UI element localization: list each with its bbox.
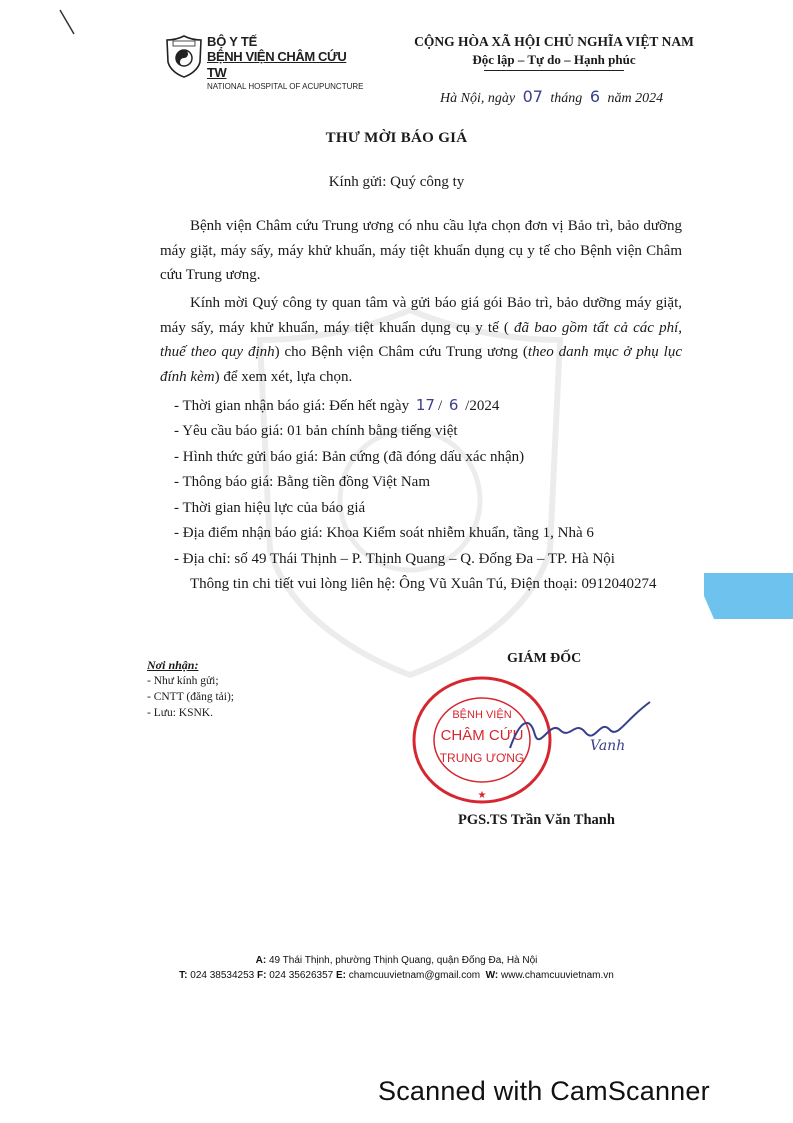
invitation-text-1: Kính mời Quý công ty quan tâm và gửi báo giá gói Bảo trì, bảo dưỡng máy giặt, máy sấy, máy khử khuẩn, máy tiệt khuẩn dụng cụ y tế ( [160, 295, 682, 336]
hospital-emblem-icon [165, 34, 203, 78]
greeting: Kính gửi: Quý công ty [328, 174, 465, 190]
motto-underline [484, 70, 624, 71]
invitation-text-2: ) cho Bệnh viện Châm cứu Trung ương ( [274, 344, 528, 360]
document-date [440, 87, 663, 107]
logo-english-name: NATIONAL HOSPITAL OF ACUPUNCTURE [207, 82, 364, 91]
paragraph-invitation [160, 291, 682, 389]
seal-line-1: BỆNH VIỆN [452, 709, 512, 721]
bullet-item: - Địa chỉ: số 49 Thái Thịnh – P. Thịnh Quang – Q. Đống Đa – TP. Hà Nội [174, 550, 615, 567]
document-title: THƯ MỜI BÁO GIÁ [325, 130, 468, 146]
paragraph-intro: Bệnh viện Châm cứu Trung ương có nhu cầu lựa chọn đơn vị Bảo trì, bảo dưỡng máy giặt, máy sấy, máy khử khuẩn, máy tiệt khuẩn dụng cụ y tế cho Bệnh viện Châm cứu Trung ương. [160, 218, 682, 283]
footer-fax: 024 35626357 [269, 970, 334, 981]
contact-info: Thông tin chi tiết vui lòng liên hệ: Ông Vũ Xuân Tú, Điện thoại: 0912040274 [190, 576, 657, 592]
footer-fax-label: F: [257, 970, 267, 981]
footer-address: 49 Thái Thịnh, phường Thịnh Quang, quận Đống Đa, Hà Nội [268, 955, 538, 966]
footer-web: www.chamcuuvietnam.vn [501, 970, 614, 981]
national-heading [404, 33, 704, 71]
side-tab-marker[interactable] [704, 573, 793, 619]
logo-hospital-name: BỆNH VIỆN CHÂM CỨU TW [207, 49, 347, 80]
footer-contact-line [0, 968, 793, 983]
seal-line-2: CHÂM CỨU [440, 727, 524, 744]
pen-mark-icon [58, 8, 78, 38]
hospital-logo [165, 34, 365, 90]
handwritten-signature [500, 690, 660, 760]
bullet-item: - Hình thức gửi báo giá: Bản cứng (đã đóng dấu xác nhận) [174, 448, 525, 465]
deadline-year: /2024 [465, 397, 500, 414]
bullet-item: - Thời gian hiệu lực của báo giá [174, 499, 366, 516]
deadline-prefix: - Thời gian nhận báo giá: Đến hết ngày [174, 397, 410, 414]
nation-name: CỘNG HÒA XÃ HỘI CHỦ NGHĨA VIỆT NAM [414, 34, 694, 49]
bullet-item: - Yêu cầu báo giá: 01 bản chính bằng tiếng việt [174, 423, 458, 439]
bullet-item: - Thông báo giá: Bằng tiền đồng Việt Nam [174, 474, 431, 490]
date-month-handwritten: 6 [589, 87, 600, 106]
deadline-day-handwritten: 17 [415, 395, 435, 414]
invitation-italic-2: theo danh mục ở phụ lục đính kèm [160, 344, 682, 385]
document-body [160, 214, 682, 600]
footer-web-label: W: [485, 970, 499, 981]
footer-email: chamcuuvietnam@gmail.com [348, 970, 481, 981]
date-month-label: tháng [550, 91, 583, 106]
director-title: GIÁM ĐỐC [507, 651, 582, 666]
footer-email-label: E: [336, 970, 346, 981]
recipient-item: - Như kính gửi; [147, 675, 219, 687]
recipients-title: Nơi nhận: [147, 658, 199, 672]
recipients-block [147, 657, 234, 721]
date-prefix: Hà Nội, ngày [440, 91, 516, 106]
seal-line-3: TRUNG ƯƠNG [439, 751, 525, 765]
date-year-label: năm 2024 [607, 91, 664, 106]
date-day-handwritten: 07 [522, 87, 543, 106]
footer-tel-label: T: [179, 970, 188, 981]
bullet-deadline: - Thời gian nhận báo giá: Đến hết ngày 17 / 6 /2024 [174, 395, 500, 414]
footer-contact [0, 953, 793, 983]
footer-address-line [0, 953, 793, 968]
invitation-text-3: ) để xem xét, lựa chọn. [214, 368, 353, 385]
footer-address-label: A: [255, 955, 267, 966]
recipient-item: - CNTT (đăng tải); [147, 691, 234, 703]
invitation-italic-1: đã bao gồm tất cả các phí, thuế theo quy định [160, 319, 682, 360]
deadline-month-handwritten: 6 [448, 395, 459, 414]
bullet-item: - Địa điểm nhận báo giá: Khoa Kiểm soát nhiễm khuẩn, tầng 1, Nhà 6 [174, 525, 594, 541]
svg-text:★: ★ [477, 790, 487, 801]
signer-name: PGS.TS Trần Văn Thanh [458, 812, 615, 828]
recipient-item: - Lưu: KSNK. [147, 707, 213, 719]
camscanner-watermark: Scanned with CamScanner [378, 1076, 710, 1106]
nation-motto: Độc lập – Tự do – Hạnh phúc [472, 52, 636, 67]
signature-text: Vanh [590, 738, 626, 754]
footer-tel: 024 38534253 [190, 970, 255, 981]
logo-ministry: BỘ Y TẾ [207, 34, 258, 49]
